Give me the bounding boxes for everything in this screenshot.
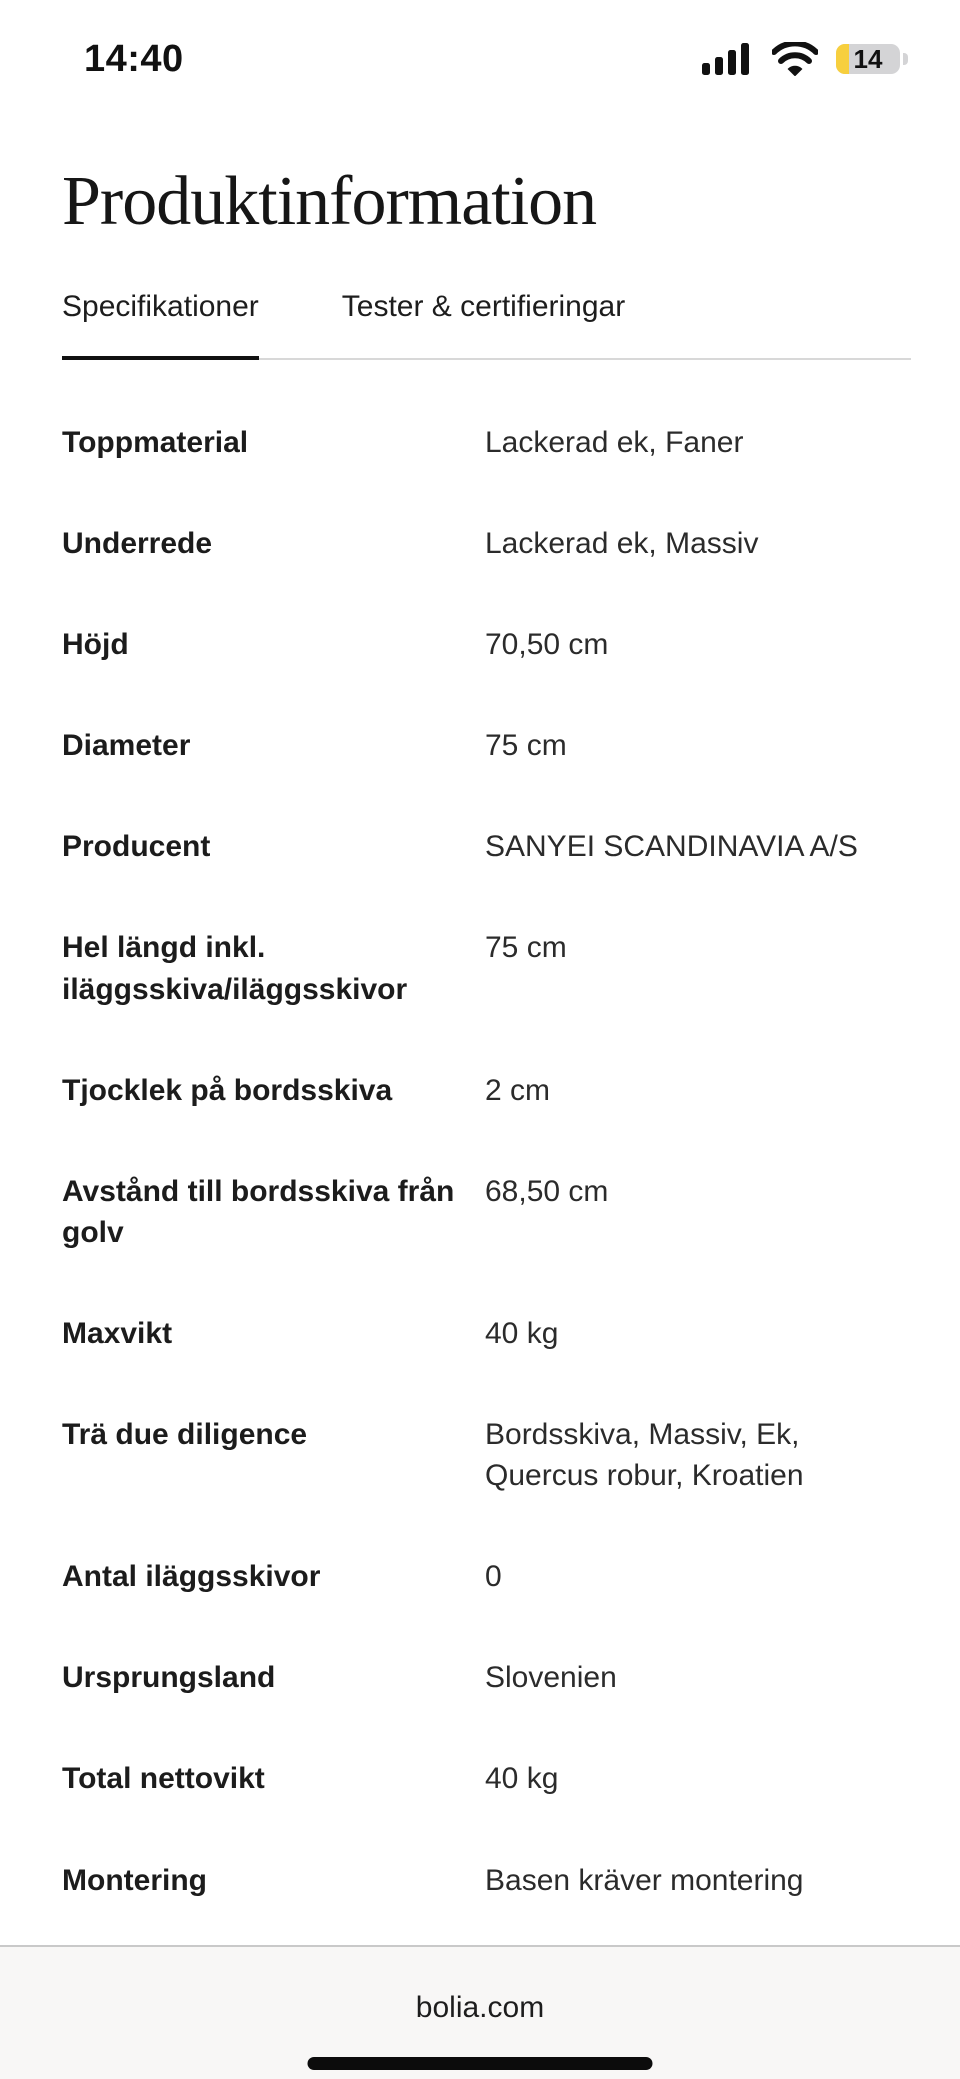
spec-row-label: Hel längd inkl. iläggsskiva/iläggsskivor: [62, 931, 408, 1006]
status-bar: [0, 0, 960, 104]
cellular-signal-icon: [702, 43, 754, 75]
spec-row-value: 0: [485, 1560, 502, 1594]
spec-row-label: Ursprungsland: [62, 1661, 276, 1695]
spec-row-label: Diameter: [62, 729, 191, 763]
battery-cap: [903, 53, 908, 65]
address-url[interactable]: bolia.com: [415, 1991, 545, 2024]
home-indicator[interactable]: [308, 2057, 653, 2070]
spec-row-label: Toppmaterial: [62, 426, 249, 459]
tab-bar: [62, 290, 911, 360]
spec-row-value: 75 cm: [485, 729, 567, 763]
status-icons: [702, 42, 908, 76]
spec-table: [62, 422, 911, 1901]
browser-bottom-bar: [0, 1945, 960, 2079]
spec-row-label: Underrede: [62, 527, 213, 561]
spec-row-value: Basen kräver montering: [485, 1863, 804, 1897]
spec-row-label: Total nettovikt: [62, 1762, 265, 1796]
tab-tester-certifieringar[interactable]: Tester & certifieringar: [341, 290, 626, 323]
clock: 14:40: [84, 37, 184, 80]
spec-row-value: Bordsskiva, Massiv, Ek, Quercus robur, Kroatien: [485, 1418, 804, 1493]
spec-row-value: Lackerad ek, Massiv: [485, 527, 759, 561]
spec-row-label: Montering: [62, 1863, 207, 1897]
battery-fill: [836, 44, 849, 74]
wifi-icon: [772, 42, 818, 76]
spec-row-label: Trä due diligence: [62, 1418, 308, 1452]
spec-row-label: Avstånd till bordsskiva från golv: [62, 1174, 455, 1249]
spec-row-value: 75 cm: [485, 931, 567, 965]
battery-icon: [836, 44, 900, 74]
spec-row-value: 70,50 cm: [485, 628, 609, 662]
spec-row-label: Producent: [62, 830, 211, 864]
spec-row-label: Höjd: [62, 628, 129, 662]
spec-row-label: Maxvikt: [62, 1316, 173, 1350]
tab-specifikationer[interactable]: Specifikationer: [62, 290, 259, 360]
spec-row-label: Antal iläggsskivor: [62, 1560, 321, 1594]
spec-row-label: Tjocklek på bordsskiva: [62, 1073, 393, 1107]
spec-row-value: SANYEI SCANDINAVIA A/S: [485, 830, 858, 864]
spec-row-value: Lackerad ek, Faner: [485, 426, 744, 459]
spec-row-value: 40 kg: [485, 1316, 559, 1350]
spec-row-value: 2 cm: [485, 1073, 551, 1107]
page-title: Produktinformation: [62, 163, 597, 240]
battery-percent: 14: [853, 44, 883, 74]
spec-row-value: 40 kg: [485, 1762, 559, 1796]
spec-row-value: Slovenien: [485, 1661, 617, 1695]
spec-row-value: 68,50 cm: [485, 1174, 609, 1208]
